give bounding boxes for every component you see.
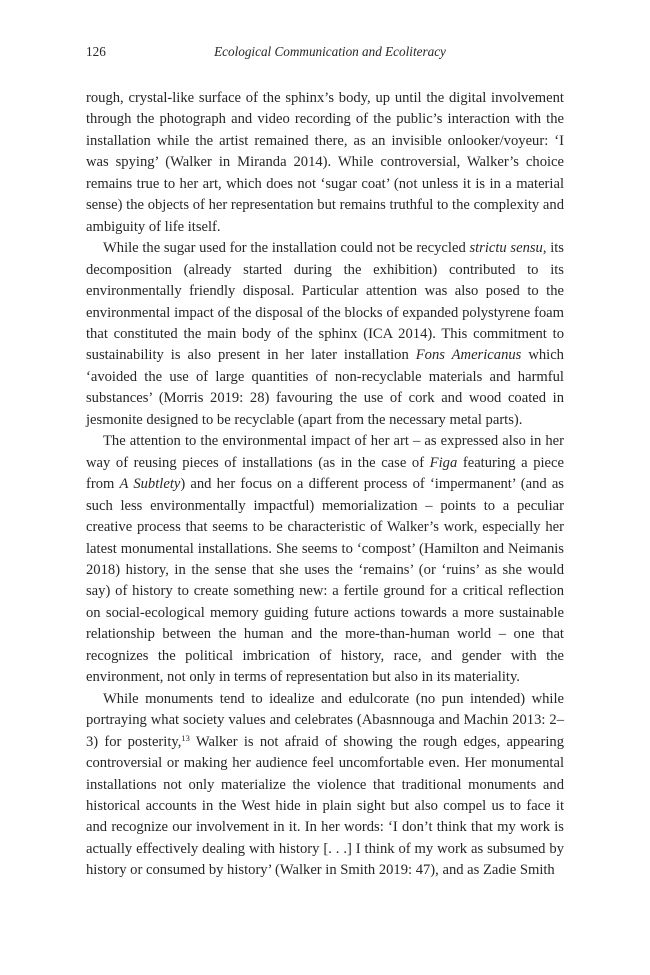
body-paragraph [86, 431, 564, 688]
body-paragraph [86, 88, 564, 238]
text-run: The attention to the environmental impact of her art – as expressed also in her way of reusing pieces of installations (as in the case of [86, 433, 564, 471]
body-paragraph [86, 689, 564, 882]
text-run: which ‘avoided the use of large quantities of non-recyclable materials and harmful substances’ (Morris 2019: 28) favouring the use of cork and wood coated in jesmonite designed to be recyclable (apart from the necessary metal parts). [86, 347, 564, 428]
footnote-marker: 13 [181, 732, 190, 743]
running-title: Ecological Communication and Ecoliteracy [214, 44, 446, 59]
italic-text: strictu sensu [469, 240, 543, 257]
italic-text: A Subtlety [119, 476, 181, 493]
body-text [86, 88, 564, 882]
italic-text: Fons Americanus [415, 347, 522, 364]
page-number: 126 [86, 44, 106, 59]
italic-text: Figa [429, 454, 458, 471]
body-paragraph [86, 238, 564, 431]
text-run: rough, crystal-like surface of the sphinx’s body, up until the digital involvement through the photograph and video recording of the public’s interaction with the installation while the artist remained there, as an invisible onlooker/voyeur: ‘I was spying’ (Walker in Miranda 2014). While controversial, Walker’s choice remains true to her art, which does not ‘sugar coat’ (not unless it is in a material sense) the objects of her representation but remains truthful to the complexity and ambiguity of life itself. [86, 90, 564, 235]
running-head [86, 44, 564, 64]
text-run: While the sugar used for the installation could not be recycled [103, 240, 470, 257]
text-run: Walker is not afraid of showing the rough edges, appearing controversial or making her audience feel uncomfortable even. Her monumental installations not only materialize the violence that traditional monuments and historical accounts in the West hide in plain sight but also compel us to face it and recognize our involvement in it. In her words: ‘I don’t think that my work is actually effectively dealing with history [. . .] I think of my work as subsumed by history or consumed by history’ (Walker in Smith 2019: 47), and as Zadie Smith [86, 733, 564, 879]
text-run: , its decomposition (already started during the exhibition) contributed to its environmentally friendly disposal. Particular attention was also posed to the environmental impact of the disposal of the blocks of expanded polystyrene foam that constituted the main body of the sphinx (ICA 2014). This commitment to sustainability is also present in her later installation [86, 240, 564, 364]
text-run: ) and her focus on a different process of ‘impermanent’ (and as such less environmentally impactful) memorialization – points to a peculiar creative process that seems to be characteristic of Walker’s work, especially her latest monumental installations. She seems to ‘compost’ (Hamilton and Neimanis 2018) history, in the sense that she uses the ‘remains’ (or ‘ruins’ as she would say) of history to create something new: a fertile ground for a critical reflection on social-ecological memory guiding future actions towards a more sustainable relationship between the human and the more-than-human world – one that recognizes the political imbrication of history, race, and gender with the environment, not only in terms of representation but also in its materiality. [86, 476, 564, 686]
text-run: featuring a piece from [86, 454, 564, 493]
text-run: While monuments tend to idealize and edulcorate (no pun intended) while portraying what society values and celebrates (Abasnnouga and Machin 2013: 2–3) for posterity, [86, 690, 564, 750]
